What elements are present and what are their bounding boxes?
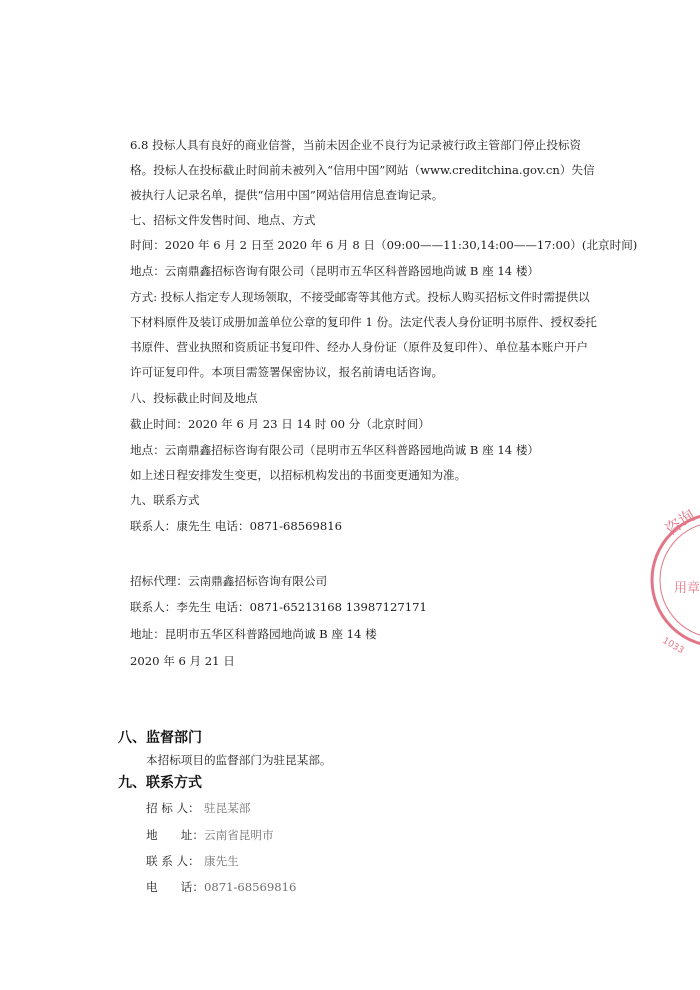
supervision-text: 本招标项目的监督部门为驻昆某部。	[146, 753, 332, 767]
section-7-method-line-1: 方式: 投标人指定专人现场领取，不接受邮寄等其他方式。投标人购买招标文件时需提供以	[130, 290, 590, 304]
section-7-method-line-2: 下材料原件及装订成册加盖单位公章的复印件 1 份。法定代表人身份证明书原件、授权委托	[130, 315, 597, 329]
contact-row-label: 电 话：	[146, 880, 204, 894]
agent-contact: 联系人：李先生 电话：0871-65213168 13987127171	[130, 600, 427, 614]
contact-row-label: 招 标 人：	[146, 801, 200, 815]
section-8-place: 地点：云南鼎鑫招标咨询有限公司（昆明市五华区科普路园地尚诚 B 座 14 楼）	[130, 443, 540, 457]
section-8-title: 八、投标截止时间及地点	[130, 391, 258, 405]
para-6-8-line-3: 被执行人记录名单，提供“信用中国”网站信用信息查询记录。	[130, 188, 444, 202]
section-7-title: 七、招标文件发售时间、地点、方式	[130, 213, 316, 227]
contact-row-value: 驻昆某部	[204, 801, 251, 815]
para-6-8-line-1: 6.8 投标人具有良好的商业信誉，当前未因企业不良行为记录被行政主管部门停止投标资	[130, 138, 582, 152]
contact-row-label: 联 系 人：	[146, 854, 200, 868]
issue-date: 2020 年 6 月 21 日	[130, 654, 235, 668]
contact-row-label: 地 址：	[146, 828, 204, 842]
section-7-time: 时间：2020 年 6 月 2 日至 2020 年 6 月 8 日（09:00——11:30,14:00——17:00）(北京时间)	[130, 238, 638, 252]
section-7-place: 地点：云南鼎鑫招标咨询有限公司（昆明市五华区科普路园地尚诚 B 座 14 楼）	[130, 264, 540, 278]
seal-text-bottom: 1033	[660, 635, 686, 657]
section-9-contact: 联系人：康先生 电话：0871-68569816	[130, 519, 343, 533]
contact-row-value: 云南省昆明市	[204, 828, 274, 842]
section-9-title: 九、联系方式	[130, 493, 200, 507]
seal-text-mid: 用章	[674, 581, 700, 596]
section-8-note: 如上述日程安排发生变更，以招标机构发出的书面变更通知为准。	[130, 468, 467, 482]
section-7-method-line-4: 许可证复印件。本项目需签署保密协议，报名前请电话咨询。	[130, 365, 444, 379]
section-7-method-line-3: 书原件、营业执照和资质证书复印件、经办人身份证（原件及复印件）、单位基本账户开户	[130, 340, 588, 354]
agent-name: 招标代理：云南鼎鑫招标咨询有限公司	[130, 574, 328, 588]
contact-title: 九、联系方式	[118, 775, 202, 791]
seal-text-top: 咨询	[661, 505, 699, 540]
seal-icon	[640, 500, 700, 660]
agent-address: 地址：昆明市五华区科普路园地尚诚 B 座 14 楼	[130, 627, 377, 641]
para-6-8-line-2: 格。投标人在投标截止时间前未被列入“信用中国”网站（www.creditchina.gov.cn）失信	[130, 163, 595, 177]
contact-row-value: 0871-68569816	[204, 880, 297, 894]
supervision-title: 八、监督部门	[118, 730, 202, 746]
contact-row-value: 康先生	[204, 854, 239, 868]
company-seal	[640, 500, 700, 660]
section-8-deadline: 截止时间：2020 年 6 月 23 日 14 时 00 分（北京时间）	[130, 417, 430, 431]
